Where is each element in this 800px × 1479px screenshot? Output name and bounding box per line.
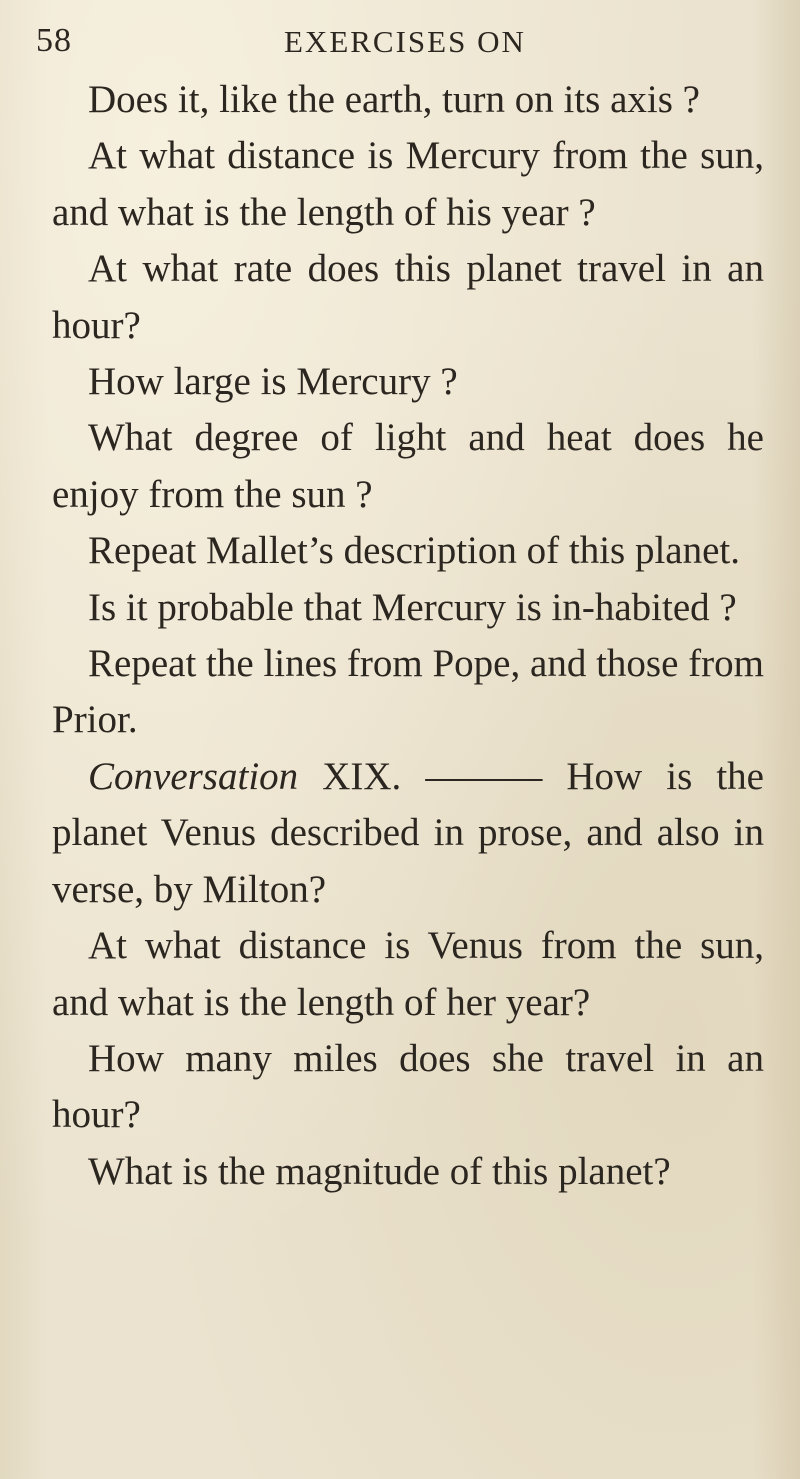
running-title: EXERCISES ON xyxy=(284,24,526,59)
question-paragraph: How many miles does she travel in an hour? xyxy=(52,1036,764,1137)
conversation-number: XIX. ——— xyxy=(298,754,567,798)
question-text: How is the planet Venus described in prose, and also in verse, by Milton? xyxy=(52,754,764,911)
page-number: 58 xyxy=(36,22,72,59)
question-paragraph: What is the magnitude of this planet? xyxy=(88,1149,671,1193)
question-paragraph: Does it, like the earth, turn on its axis ? xyxy=(88,78,700,121)
question-paragraph: At what distance is Mercury from the sun, and what is the length of his year ? xyxy=(52,134,764,234)
conversation-heading: Conversation xyxy=(88,754,299,798)
question-paragraph: How large is Mercury ? xyxy=(88,360,458,404)
question-paragraph: What degree of light and heat does he enjoy from the sun ? xyxy=(52,416,764,516)
question-paragraph: At what rate does this planet travel in an hour? xyxy=(52,247,764,347)
question-paragraph: Repeat the lines from Pope, and those from Prior. xyxy=(52,642,764,742)
running-head xyxy=(0,12,800,60)
question-paragraph: At what distance is Venus from the sun, and what is the length of her year? xyxy=(52,924,764,1024)
exercise-questions xyxy=(52,72,764,1200)
conversation-paragraph xyxy=(52,749,764,918)
question-paragraph: Is it probable that Mercury is in-habited ? xyxy=(88,585,737,629)
question-paragraph: Repeat Mallet’s description of this planet. xyxy=(88,529,741,573)
